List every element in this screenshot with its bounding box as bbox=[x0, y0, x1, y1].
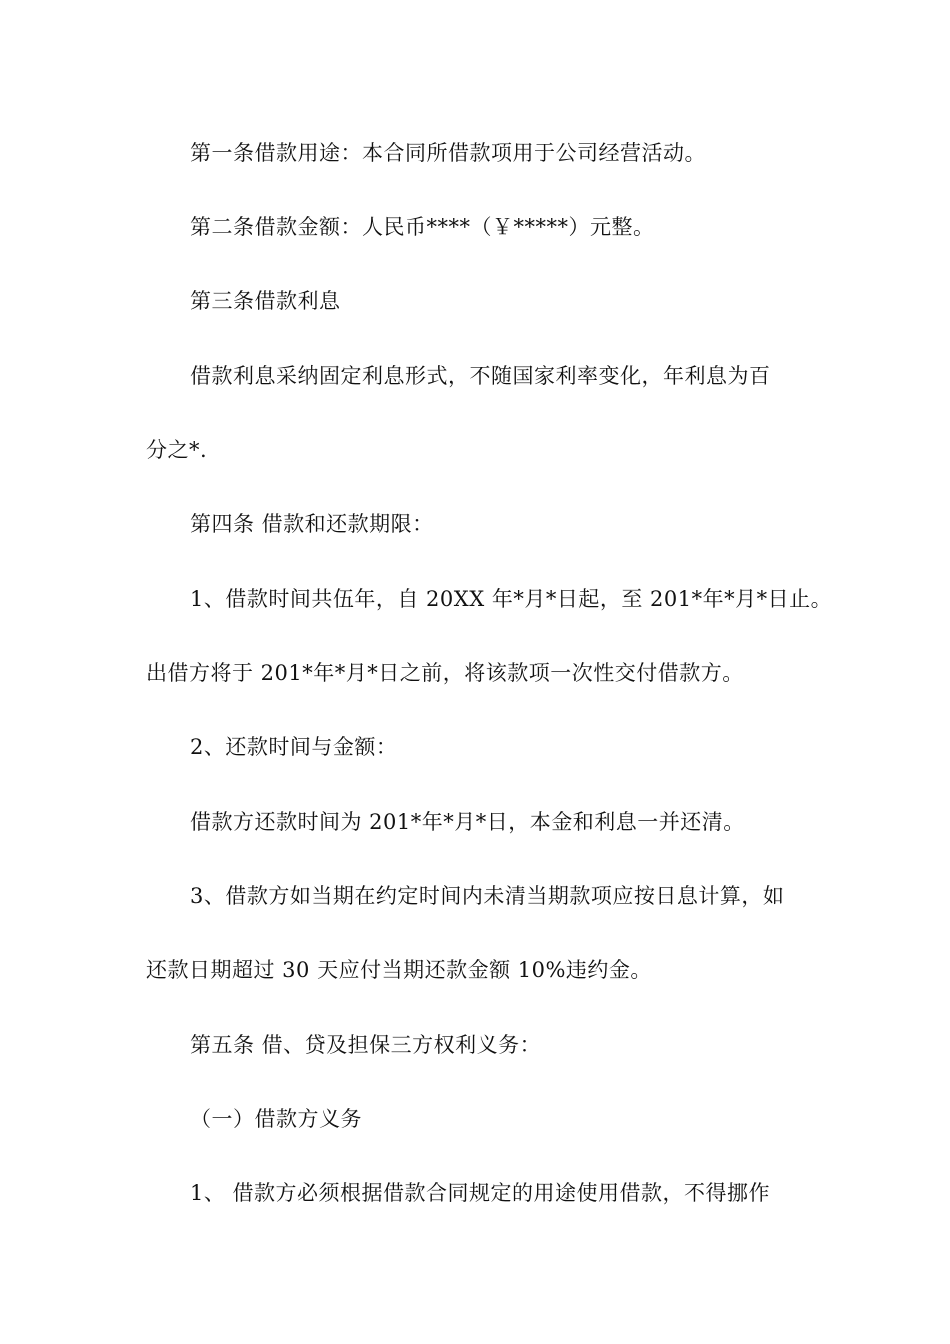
article-1-purpose: 第一条借款用途：本合同所借款项用于公司经营活动。 bbox=[190, 141, 706, 165]
penalty-line-2: 还款日期超过 30 天应付当期还款金额 10%违约金。 bbox=[146, 958, 652, 982]
article-5-heading: 第五条 借、贷及担保三方权利义务： bbox=[190, 1033, 542, 1057]
article-4-heading: 第四条 借款和还款期限： bbox=[190, 512, 434, 536]
repayment-date: 借款方还款时间为 201*年*月*日，本金和利息一并还清。 bbox=[190, 810, 745, 834]
article-2-amount: 第二条借款金额：人民币****（￥*****）元整。 bbox=[190, 215, 655, 239]
penalty-line-1: 3、借款方如当期在约定时间内未清当期款项应按日息计算，如 bbox=[190, 884, 785, 908]
article-3-heading: 第三条借款利息 bbox=[190, 289, 341, 313]
interest-paragraph-line-1: 借款利息采纳固定利息形式，不随国家利率变化，年利息为百 bbox=[190, 364, 771, 388]
loan-term-line-2: 出借方将于 201*年*月*日之前，将该款项一次性交付借款方。 bbox=[146, 661, 744, 685]
borrower-obligations-heading: （一）借款方义务 bbox=[190, 1107, 362, 1131]
borrower-obligation-item-1: 1、 借款方必须根据借款合同规定的用途使用借款，不得挪作 bbox=[190, 1181, 771, 1205]
interest-paragraph-line-2: 分之*. bbox=[146, 438, 208, 462]
repayment-heading: 2、还款时间与金额： bbox=[190, 735, 398, 759]
loan-term-line-1: 1、借款时间共伍年，自 20XX 年*月*日起，至 201*年*月*日止。 bbox=[190, 587, 833, 611]
